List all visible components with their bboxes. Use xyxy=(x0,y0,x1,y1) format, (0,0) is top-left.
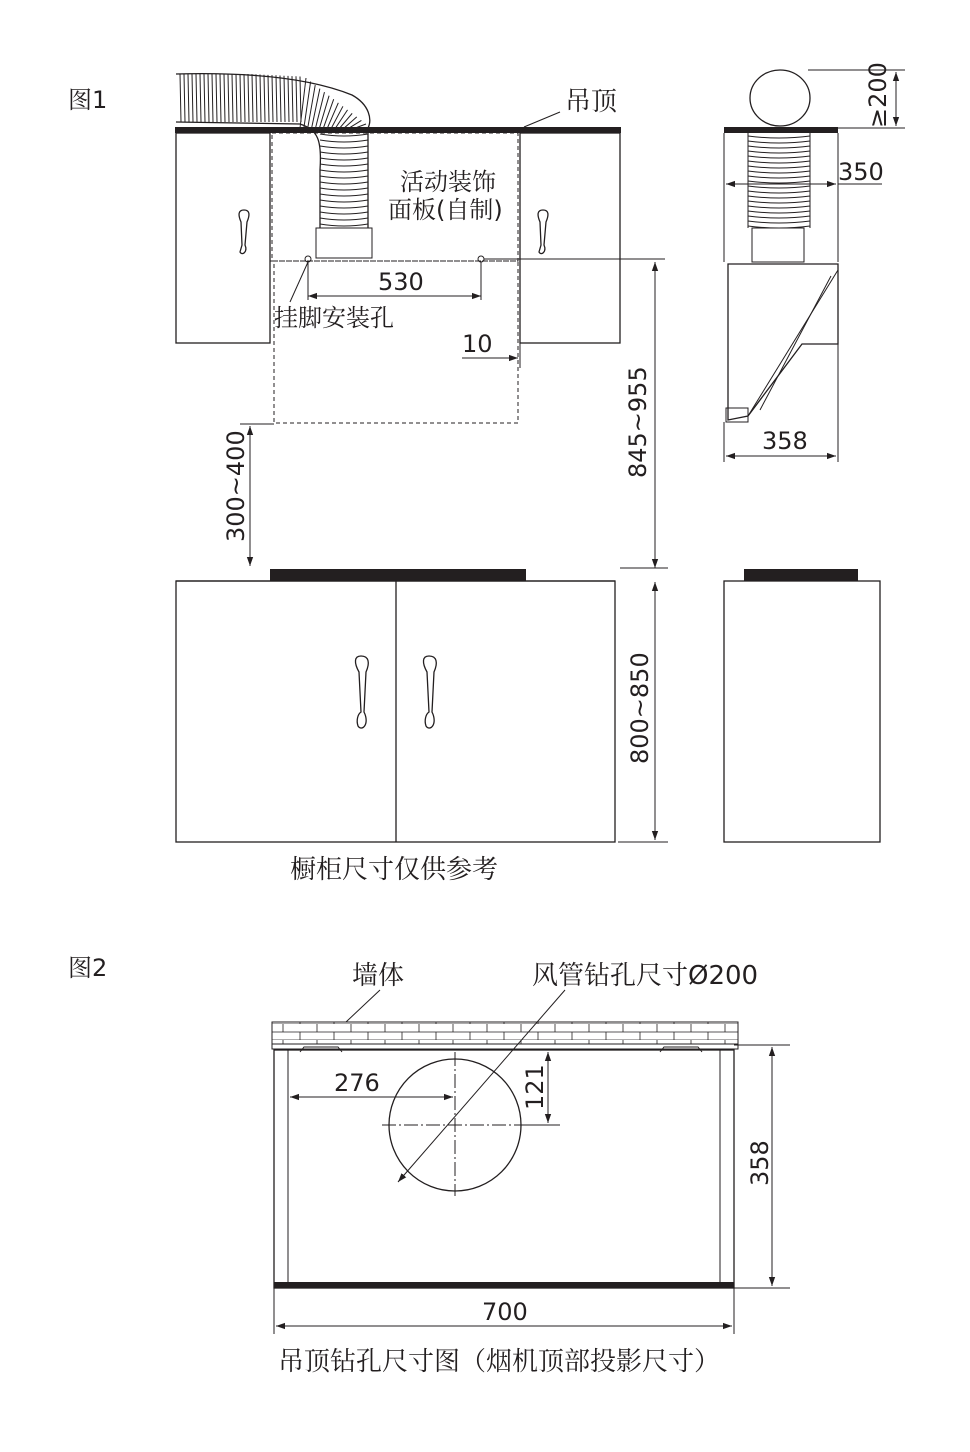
base-height-value: 800~850 xyxy=(626,652,654,764)
mount-height-value: 845~955 xyxy=(624,366,652,478)
panel-label-line1: 活动装饰 xyxy=(400,168,496,196)
hook-spacing-value: 530 xyxy=(378,268,424,296)
base-left-handle-icon xyxy=(355,656,368,728)
width-value: 700 xyxy=(482,1298,528,1326)
center-x-value: 276 xyxy=(334,1069,380,1097)
side-base-cabinet xyxy=(724,581,880,842)
hood-gap-value: 300~400 xyxy=(222,430,250,542)
side-cooktop xyxy=(744,569,858,581)
panel-label-line2: 面板(自制) xyxy=(388,196,503,224)
side-ceiling-board xyxy=(724,127,838,133)
hole-label: 风管钻孔尺寸Ø200 xyxy=(532,961,759,991)
cooktop xyxy=(270,569,526,581)
upper-left-handle-icon xyxy=(239,210,249,254)
wall-label: 墙体 xyxy=(352,961,405,991)
upper-right-cabinet xyxy=(520,133,620,343)
wall-brick xyxy=(272,1022,738,1044)
depth-value: 358 xyxy=(746,1140,774,1186)
base-right-handle-icon xyxy=(423,656,436,728)
flexible-duct-icon xyxy=(176,74,372,258)
upper-right-handle-icon xyxy=(538,210,548,254)
ceiling-board xyxy=(175,127,621,133)
center-y-value: 121 xyxy=(521,1064,549,1110)
side-view xyxy=(724,62,905,842)
figure-1-caption: 橱柜尺寸仅供参考 xyxy=(290,855,499,885)
duct-collar xyxy=(316,228,372,258)
side-hood-profile xyxy=(728,264,838,420)
upper-left-cabinet xyxy=(176,133,270,343)
figure-1-label: 图1 xyxy=(68,86,108,114)
side-depth-top-value: 350 xyxy=(838,158,884,186)
ceiling-label: 吊顶 xyxy=(565,87,618,117)
hook-hole-label: 挂脚安装孔 xyxy=(274,304,394,332)
figure-2 xyxy=(68,954,790,1377)
side-depth-hood-value: 358 xyxy=(762,427,808,455)
offset-value: 10 xyxy=(462,330,493,358)
figure-2-caption: 吊顶钻孔尺寸图（烟机顶部投影尺寸） xyxy=(278,1347,721,1377)
duct-clearance-value: ≥200 xyxy=(864,62,892,128)
ceiling-leader xyxy=(524,112,560,127)
figure-1 xyxy=(68,62,905,885)
hood-bottom-band xyxy=(274,1282,734,1288)
figure-2-label: 图2 xyxy=(68,954,108,982)
side-duct-round-icon xyxy=(750,70,810,126)
